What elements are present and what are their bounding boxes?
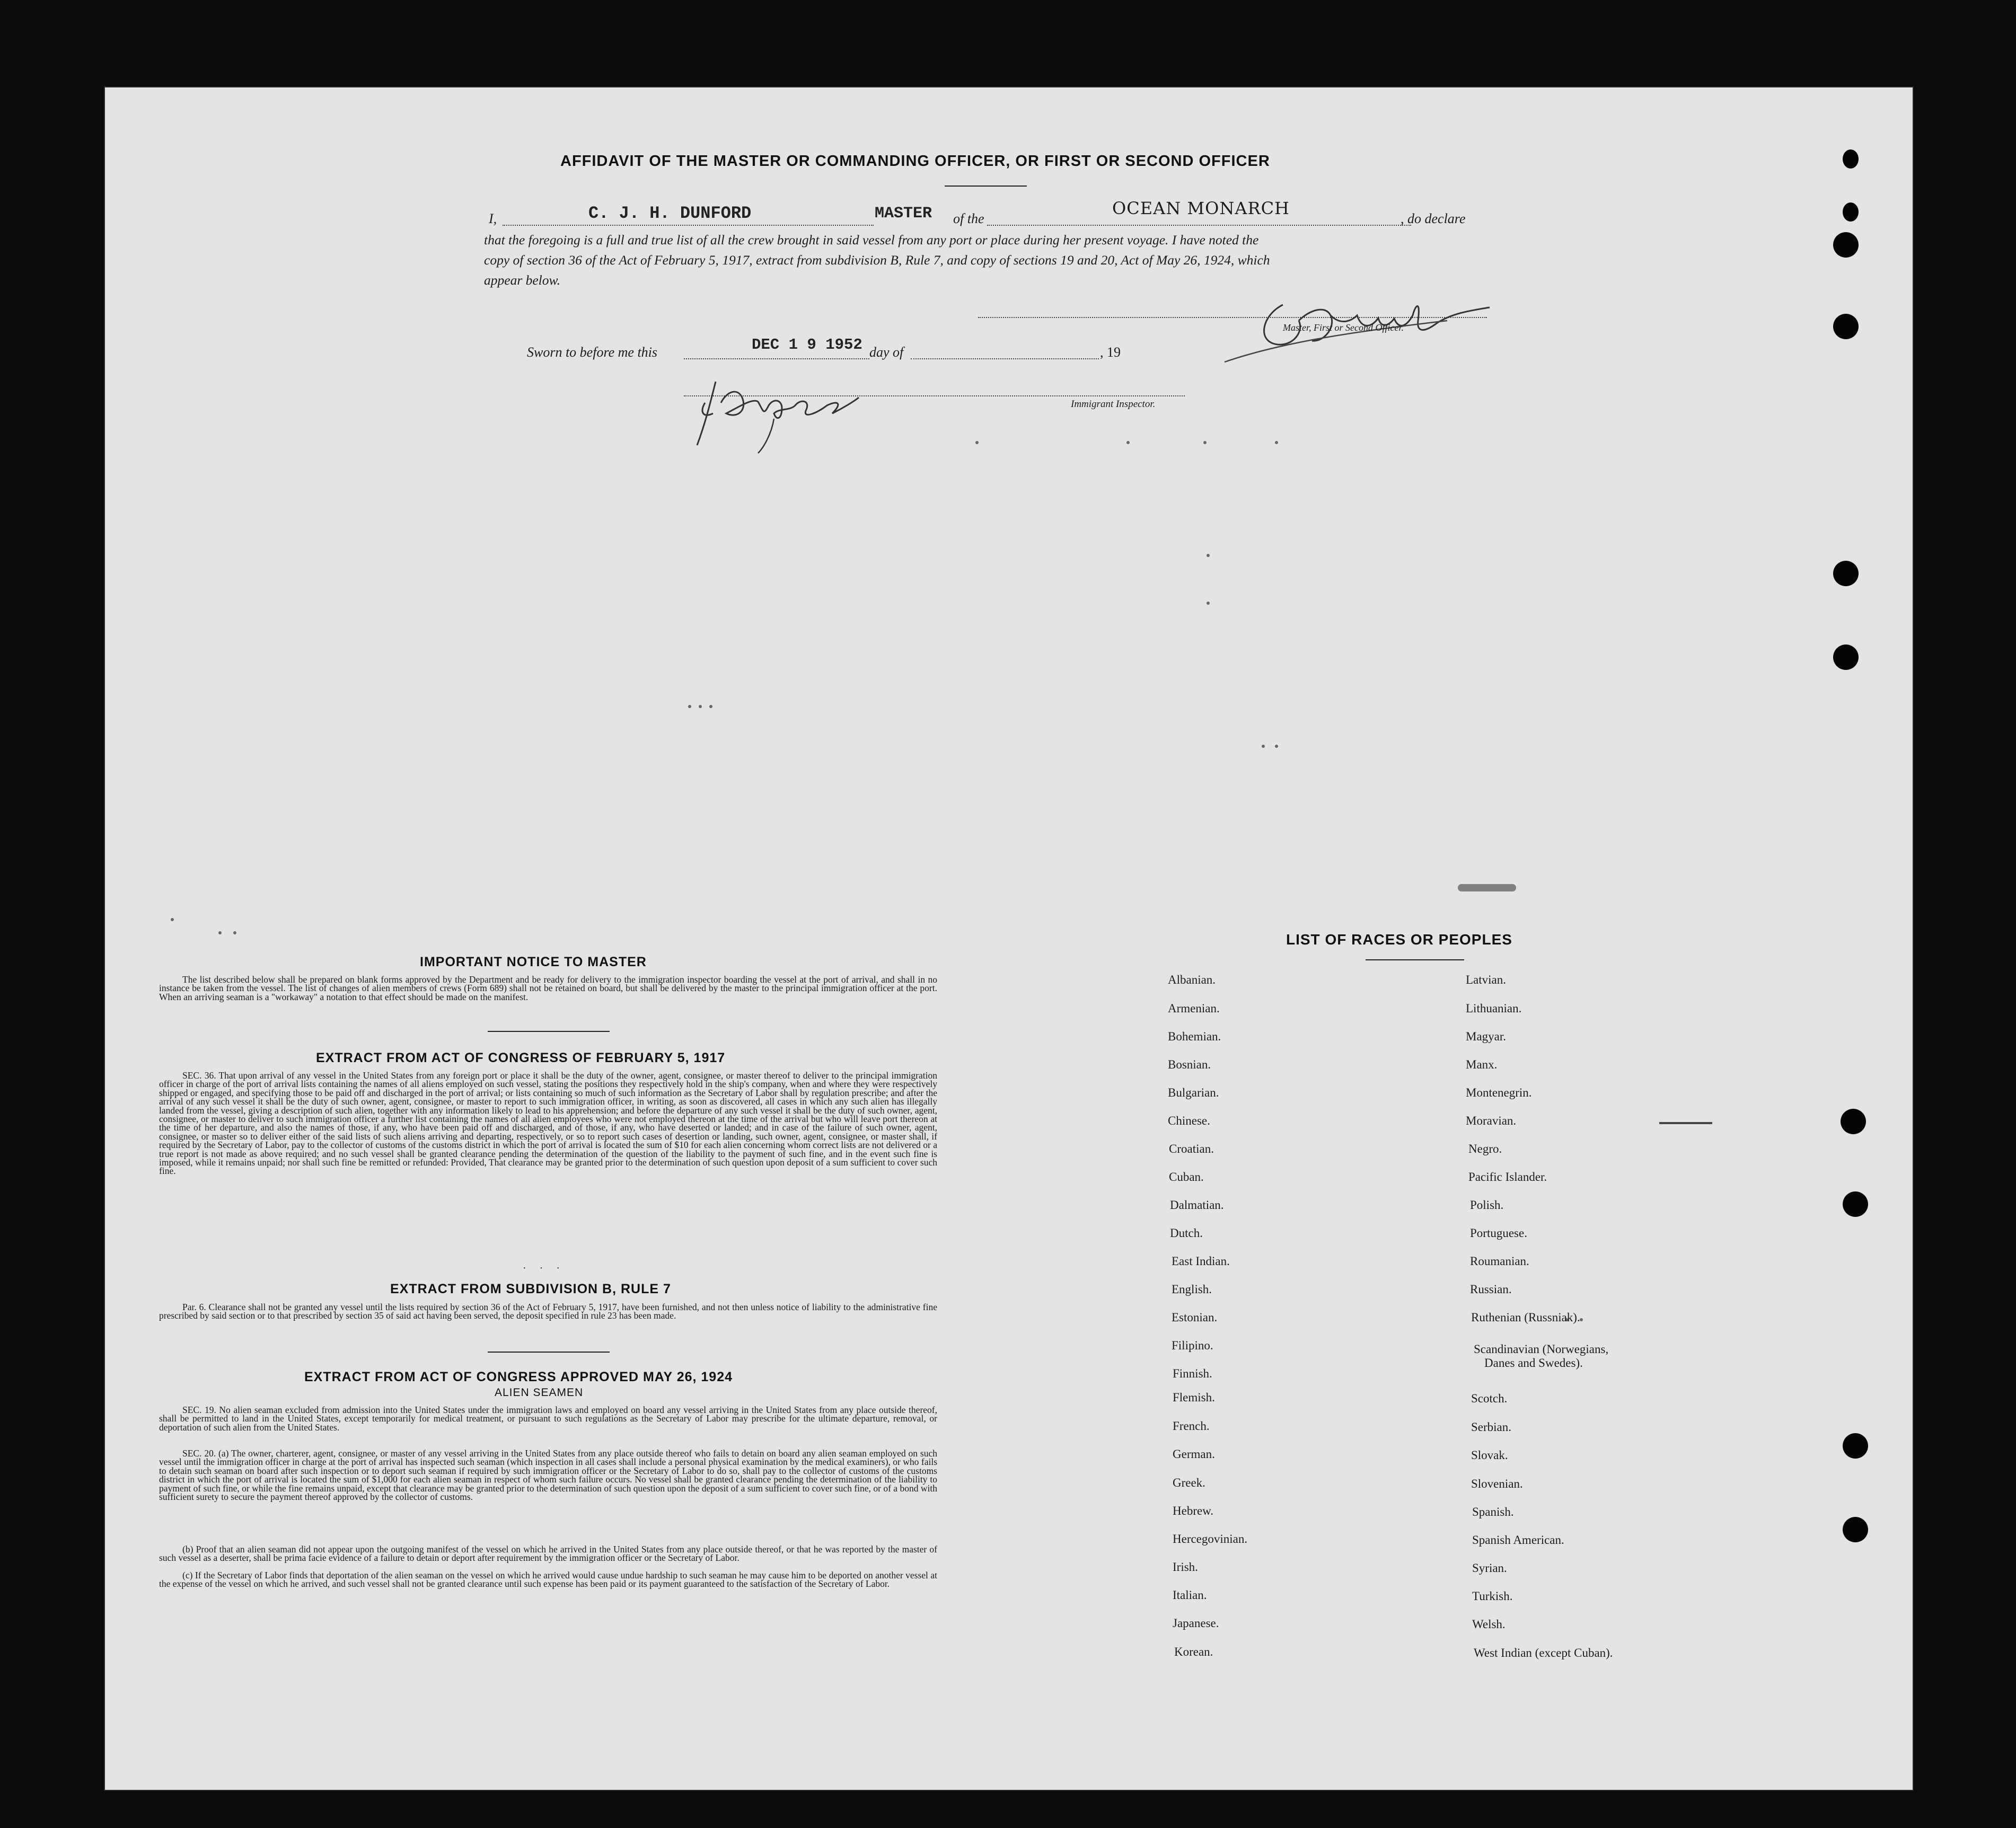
race-item: Scotch. <box>1471 1392 1508 1405</box>
races-title-underline <box>1366 959 1464 960</box>
race-item: Roumanian. <box>1470 1255 1529 1268</box>
race-item: Bohemian. <box>1168 1030 1221 1043</box>
rank-field: MASTER <box>875 205 932 223</box>
master-name: C. J. H. DUNFORD <box>588 204 752 223</box>
bleed-mark <box>171 918 174 921</box>
punch-hole <box>1843 202 1859 222</box>
extract-1924-sec20a: SEC. 20. (a) The owner, charterer, agent, consignee, or master of any vessel arriving in the United States from any place outside thereof who fails to detain on board any alien seaman employed on such vessel until the immigration officer in charge at the port of arrival has inspected such seaman (which inspection in all cases shall include a personal physical examination by the medical examiners), or who fails to detain such seaman on board after such inspection or to deport such seaman if required by such immigration officer or the Secretary of Labor to do so, shall pay to the collector of customs of the customs district in which the port of arrival is located the sum of $1,000 for each alien seaman in respect of whom such failure occurs. No vessel shall be granted clearance pending the determination of the liability to payment of such fine, or while the fine remains unpaid, except that clearance may be granted prior to the determination of such question upon the deposit of a sum sufficient to cover such fine, or of a bond with sufficient surety to secure the payment thereof approved by the collector of customs. <box>159 1448 937 1503</box>
race-item: Latvian. <box>1466 973 1506 986</box>
punch-hole <box>1843 149 1859 169</box>
punch-hole <box>1833 314 1859 339</box>
bleed-mark <box>1580 1318 1583 1321</box>
race-item: Slovenian. <box>1471 1477 1523 1490</box>
race-item: Danes and Swedes). <box>1484 1356 1583 1370</box>
race-item: East Indian. <box>1172 1255 1230 1268</box>
bleed-mark <box>1126 441 1130 444</box>
extract-1924-sec19: SEC. 19. No alien seaman excluded from admission into the United States under the immigration laws and employed on board any vessel arriving in the United States from any place outside thereof, shall be permitted to land in the United States, except temporarily for medical treatment, or pursuant to such regulations as the Secretary of Labor may prescribe for the ultimate departure, removal, or deportation of such alien from the United States. <box>159 1405 937 1433</box>
race-item: Welsh. <box>1472 1618 1506 1631</box>
punch-hole <box>1841 1109 1866 1134</box>
race-item: West Indian (except Cuban). <box>1474 1646 1613 1659</box>
notice-title: IMPORTANT NOTICE TO MASTER <box>420 955 647 969</box>
race-item: Turkish. <box>1472 1589 1513 1603</box>
race-item: Flemish. <box>1173 1391 1215 1404</box>
race-item: Croatian. <box>1169 1142 1214 1155</box>
punch-hole <box>1833 644 1859 670</box>
bleed-mark <box>1275 441 1278 444</box>
sworn-label: Sworn to before me this <box>527 345 658 360</box>
race-item: Manx. <box>1466 1058 1498 1071</box>
affidavit-body-line-1: that the foregoing is a full and true list of all the crew brought in said vessel from any port or place during her present voyage. I have noted the <box>484 232 1259 248</box>
race-item: Chinese. <box>1168 1114 1210 1127</box>
vessel-line <box>987 225 1411 226</box>
extract-1917-title: EXTRACT FROM ACT OF CONGRESS OF FEBRUARY 5, 1917 <box>316 1050 726 1065</box>
day-of-line <box>911 358 1099 359</box>
bleed-mark <box>975 441 979 444</box>
punch-hole <box>1833 561 1859 586</box>
notice-text: The list described below shall be prepared on blank forms approved by the Department and be ready for delivery to the immigration inspector boarding the vessel at the port of arrival, and shall in no instance be taken from the vessel. The list of changes of alien members of crews (Form 689) shall not be retained on board, but shall be delivered by the master to the principal immigration officer at the port. When an arriving seaman is a "workaway" a notation to that effect should be made on the manifest. <box>159 974 937 1002</box>
smudge <box>1659 1122 1712 1124</box>
race-item: Armenian. <box>1168 1002 1220 1015</box>
bleed-mark <box>1275 745 1278 748</box>
bleed-mark <box>1207 554 1210 557</box>
bleed-mark <box>688 705 691 708</box>
race-item: Lithuanian. <box>1466 1002 1522 1015</box>
affidavit-body-line-2: copy of section 36 of the Act of February 5, 1917, extract from subdivision B, Rule 7, and copy of sections 19 and 20, Act of May 26, 1924, which <box>484 252 1270 268</box>
bleed-mark <box>699 705 702 708</box>
master-caption: Master, First or Second Officer. <box>1283 322 1404 333</box>
race-item: Slovak. <box>1471 1449 1508 1462</box>
bleed-mark <box>218 931 222 934</box>
race-item: Estonian. <box>1172 1311 1218 1324</box>
of-the-label: of the <box>953 211 984 226</box>
race-item: Negro. <box>1468 1142 1502 1155</box>
bleed-mark <box>1207 602 1210 605</box>
section-ornament: · · · <box>523 1262 565 1274</box>
i-label: I, <box>489 211 497 226</box>
extract-1924-sec20c: (c) If the Secretary of Labor finds that deportation of the alien seaman on the vessel on which he arrived would cause undue hardship to such seaman he may cause him to be deported on another vessel at the expense of the vessel on which he arrived, and such vessel shall not be granted clearance until such expense has been paid or its payment guaranteed to the satisfaction of the Secretary of Labor. <box>159 1570 937 1589</box>
race-item: Magyar. <box>1466 1030 1507 1043</box>
do-declare-label: , do declare <box>1401 211 1466 226</box>
race-item: Polish. <box>1470 1198 1504 1212</box>
inspector-caption: Immigrant Inspector. <box>1071 399 1156 410</box>
race-item: Hebrew. <box>1173 1504 1214 1517</box>
extract-rule7-title: EXTRACT FROM SUBDIVISION B, RULE 7 <box>390 1282 671 1296</box>
race-item: Filipino. <box>1172 1339 1213 1352</box>
races-title: LIST OF RACES OR PEOPLES <box>1286 931 1512 948</box>
year-prefix: , 19 <box>1100 345 1121 360</box>
race-item: Bosnian. <box>1168 1058 1211 1071</box>
extract-1917-text: SEC. 36. That upon arrival of any vessel in the United States from any foreign port or place it shall be the duty of the owner, agent, consignee, or master thereof to deliver to the principal immigration officer in charge of the port of arrival lists containing the names of all aliens employed on such vessel, stating the positions they respectively hold in the ship's company, when and where they were respectively shipped or engaged, and specifying those to be paid off and discharged in the port of arrival; or lists containing so much of such information as the Secretary of Labor shall by regulation prescribe; and after the arrival of any such vessel it shall be the duty of such owner, agent, consignee, or master to report to such immigration officer, in writing, as soon as discovered, all cases in which any such alien has illegally landed from the vessel, giving a description of such alien, together with any information likely to lead to his apprehension; and before the departure of any such vessel it shall be the duty of such owner, agent, consignee, or master to deliver to such immigration officer a further list containing the names of all alien employees who were not employed thereon at the time of the arrival but who will leave port thereon at the time of her departure, and also the names of those, if any, who have been paid off and discharged, and of those, if any, who have deserted or landed; and in case of the failure of such owner, agent, consignee, or master so to deliver either of the said lists of such aliens arriving and departing, respectively, or so to report such cases of desertion or landing, such owner, agent, consignee, or master shall, if required by the Secretary of Labor, pay to the collector of customs of the customs district in which the port of arrival is located the sum of $10 for each alien concerning whom correct lists are not delivered or a true report is not made as above required; and no such vessel shall be granted clearance pending the determination of the question of the liability to the payment of such fine, and in the event such fine is imposed, while it remains unpaid; nor shall such fine be remitted or refunded: Provided, That clearance may be granted prior to the determination of such question upon deposit of a sum sufficient to cover such fine. <box>159 1070 937 1177</box>
bleed-mark <box>233 931 236 934</box>
race-item: Scandinavian (Norwegians, <box>1474 1343 1609 1356</box>
race-item: Spanish American. <box>1472 1533 1564 1547</box>
race-item: Serbian. <box>1471 1420 1512 1434</box>
extract-1924-title: EXTRACT FROM ACT OF CONGRESS APPROVED MAY 26, 1924 <box>304 1370 733 1384</box>
divider <box>488 1031 610 1032</box>
affidavit-body-line-3: appear below. <box>484 272 561 288</box>
race-item: Hercegovinian. <box>1173 1532 1248 1546</box>
race-item: Cuban. <box>1169 1170 1204 1184</box>
punch-hole <box>1843 1517 1868 1542</box>
bleed-mark <box>1262 745 1265 748</box>
race-item: Japanese. <box>1173 1617 1219 1630</box>
race-item: Ruthenian (Russniak). <box>1471 1311 1580 1324</box>
name-line <box>503 225 874 226</box>
race-item: Pacific Islander. <box>1468 1170 1547 1184</box>
punch-hole <box>1833 232 1859 258</box>
day-of-label: day of <box>869 345 904 360</box>
smudge <box>1458 884 1516 891</box>
race-item: German. <box>1173 1447 1215 1461</box>
race-item: Spanish. <box>1472 1505 1514 1518</box>
race-item: Korean. <box>1174 1645 1213 1658</box>
race-item: English. <box>1172 1283 1212 1296</box>
race-item: Irish. <box>1173 1560 1198 1574</box>
race-item: Dutch. <box>1170 1226 1203 1240</box>
vessel-name: OCEAN MONARCH <box>1112 198 1290 218</box>
race-item: Finnish. <box>1173 1367 1212 1380</box>
race-item: Dalmatian. <box>1170 1198 1224 1212</box>
punch-hole <box>1843 1433 1868 1459</box>
title-underline <box>945 186 1027 187</box>
alien-seamen-subtitle: ALIEN SEAMEN <box>495 1387 584 1399</box>
race-item: Italian. <box>1173 1588 1207 1602</box>
extract-rule7-text: Par. 6. Clearance shall not be granted any vessel until the lists required by section 36 of the Act of February 5, 1917, have been furnished, and not then unless notice of liability to the administrative fine prescribed by said section or to that prescribed by section 35 of said act having been served, the deposit specified in rule 23 has been made. <box>159 1302 937 1321</box>
bleed-mark <box>709 705 712 708</box>
divider <box>488 1352 610 1353</box>
bleed-mark <box>1203 441 1207 444</box>
race-item: Moravian. <box>1466 1114 1517 1127</box>
race-item: Syrian. <box>1472 1561 1507 1575</box>
race-item: Bulgarian. <box>1168 1086 1219 1099</box>
race-item: Montenegrin. <box>1466 1086 1532 1099</box>
punch-hole <box>1843 1191 1868 1217</box>
race-item: Russian. <box>1470 1283 1512 1296</box>
race-item: French. <box>1173 1419 1210 1433</box>
extract-1924-sec20b: (b) Proof that an alien seaman did not appear upon the outgoing manifest of the vessel on which he arrived in the United States from any place outside thereof, or that he was reported by the master of such vessel as a deserter, shall be prima facie evidence of a failure to detain or deport after requirement by the immigration officer or the Secretary of Labor. <box>159 1544 937 1564</box>
race-item: Greek. <box>1173 1476 1205 1489</box>
affidavit-title: AFFIDAVIT OF THE MASTER OR COMMANDING OFFICER, OR FIRST OR SECOND OFFICER <box>560 153 1270 170</box>
race-item: Portuguese. <box>1470 1226 1527 1240</box>
race-item: Albanian. <box>1168 973 1216 986</box>
sworn-date-line <box>684 358 869 359</box>
document-page <box>105 87 1913 1790</box>
inspector-signature <box>684 360 864 456</box>
sworn-date-stamp: DEC 1 9 1952 <box>752 336 862 354</box>
